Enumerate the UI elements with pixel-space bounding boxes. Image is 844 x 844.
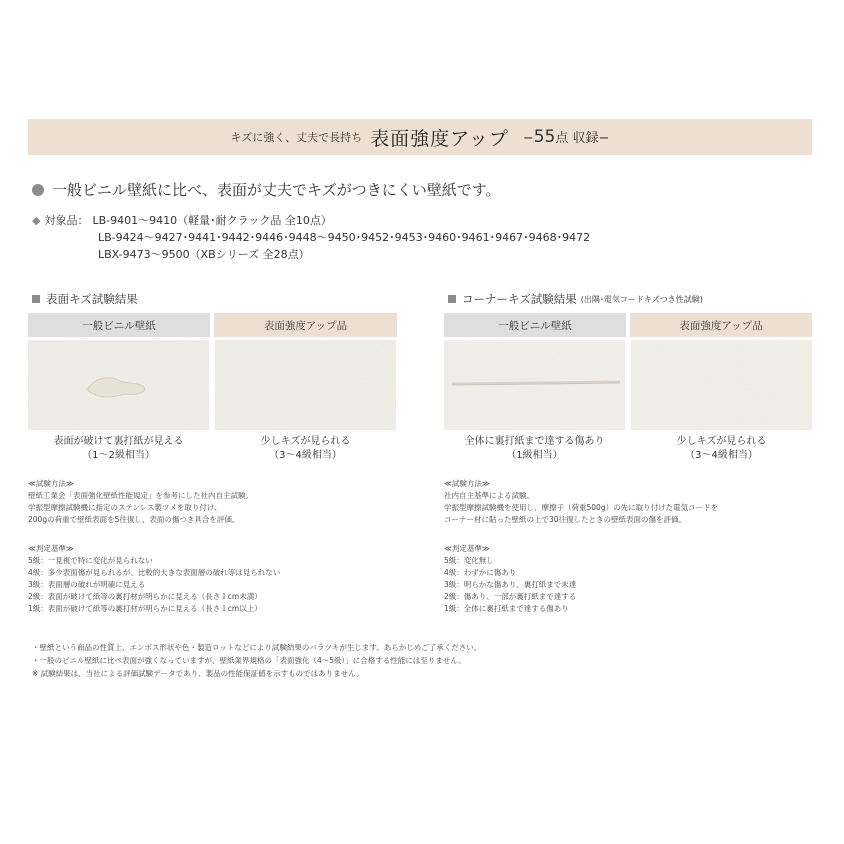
left-col1-header: 一般ビニル壁紙 bbox=[28, 313, 210, 337]
footer-notes bbox=[32, 641, 481, 680]
banner-lead: キズに強く、丈夫で長持ち bbox=[230, 131, 363, 144]
left-criteria-title: ≪判定基準≫ bbox=[28, 544, 74, 553]
right-col2-header: 表面強度アップ品 bbox=[630, 313, 812, 337]
right-criteria-item: 5級：変化無し bbox=[444, 556, 494, 565]
left-col2-caption-line1: 少しキズが見られる bbox=[260, 436, 351, 447]
corner-vinyl-image bbox=[444, 340, 625, 430]
left-method-line1: 壁紙工業会「表面強化壁紙性能規定」を参考にした社内自主試験。 bbox=[28, 491, 253, 500]
right-col1-caption-line1: 全体に裏打紙まで達する傷あり bbox=[464, 436, 605, 447]
right-criteria-item: 3級：明らかな傷あり、裏打紙まで未達 bbox=[444, 580, 577, 589]
corner-strong-image bbox=[631, 340, 812, 430]
left-col1-caption bbox=[28, 435, 209, 463]
right-method-line1: 社内自主基準による試験。 bbox=[444, 491, 534, 500]
left-col2-caption-line2: （3～4級相当） bbox=[269, 450, 342, 461]
surface-test-title bbox=[32, 291, 138, 307]
right-criteria-item: 4級：わずかに傷あり bbox=[444, 568, 517, 577]
banner-count bbox=[523, 127, 610, 147]
left-col2-header: 表面強度アップ品 bbox=[214, 313, 397, 337]
headline-text: 一般ビニル壁紙に比べ、表面が丈夫でキズがつきにくい壁紙です。 bbox=[52, 181, 501, 199]
right-criteria-title: ≪判定基準≫ bbox=[444, 544, 490, 553]
count-number: 55 bbox=[533, 127, 556, 147]
right-col1-caption-line2: （1級相当） bbox=[506, 450, 563, 461]
target-products bbox=[32, 212, 590, 263]
circle-bullet-icon bbox=[32, 184, 44, 196]
corner-test-title bbox=[448, 291, 703, 307]
right-method-line2: 学振型摩擦試験機を使用し、摩擦子（荷重500g）の先に取り付けた電気コードを bbox=[444, 503, 719, 512]
note-line: ※ 試験結果は、当社による評価試験データであり、製品の性能保証値を示すものではありません。 bbox=[32, 669, 364, 678]
left-criteria-item: 2級：表面が破けて紙等の裏打材が明らかに見える（長さ１cm未満） bbox=[28, 592, 262, 601]
right-method-line3: コーナー材に貼った壁紙の上で30往復したときの壁紙表面の傷を評価。 bbox=[444, 515, 687, 524]
right-col2-caption-line2: （3～4級相当） bbox=[685, 450, 758, 461]
right-test-method bbox=[444, 478, 718, 526]
diamond-bullet-icon: ◆ bbox=[32, 214, 41, 227]
note-line: ・壁紙という商品の性質上、エンボス形状や色・製造ロットなどにより試験結果のバラツキが生じます。あらかじめご了承ください。 bbox=[32, 643, 482, 652]
left-method-title: ≪試験方法≫ bbox=[28, 479, 74, 488]
left-criteria bbox=[28, 543, 280, 615]
count-prefix: − bbox=[522, 131, 534, 146]
right-criteria-item: 1級：全体に裏打紙まで達する傷あり bbox=[444, 604, 569, 613]
right-criteria bbox=[444, 543, 576, 615]
sample-vinyl-surface-image bbox=[28, 340, 209, 430]
sample-strong-surface-image bbox=[215, 340, 396, 430]
left-col2-caption bbox=[215, 435, 396, 463]
left-col1-caption-line1: 表面が破けて裏打紙が見える bbox=[53, 436, 184, 447]
right-method-title: ≪試験方法≫ bbox=[444, 479, 490, 488]
square-bullet-icon bbox=[32, 295, 40, 303]
left-criteria-item: 1級：表面が破けて紙等の裏打材が明らかに見える（長さ１cm以上） bbox=[28, 604, 262, 613]
target-line-2: LB-9424～9427･9441･9442･9446･9448～9450･9452･9453･9460･9461･9467･9468･9472 bbox=[98, 231, 591, 244]
right-col1-header: 一般ビニル壁紙 bbox=[444, 313, 626, 337]
left-method-line2: 学振型摩擦試験機に指定のステンレス製ツメを取り付け、 bbox=[28, 503, 222, 512]
left-criteria-item: 3級：表面層の破れが明確に見える bbox=[28, 580, 146, 589]
left-criteria-item: 4級：多少表面傷が見られるが、比較的大きな表面層の破れ等は見られない bbox=[28, 568, 281, 577]
target-label: 対象品： bbox=[44, 214, 89, 227]
right-col2-caption-line1: 少しキズが見られる bbox=[676, 436, 767, 447]
left-criteria-item: 5級：一見視で特に変化が見られない bbox=[28, 556, 153, 565]
note-line: ・一般のビニル壁紙に比べ表面が強くなっていますが、壁紙業界規格の「表面強化（4～5級）」に合格する性能には至りません。 bbox=[32, 656, 466, 665]
title-banner bbox=[28, 119, 812, 155]
square-bullet-icon bbox=[448, 295, 456, 303]
left-method-line3: 200gの荷重で壁紙表面を5往復し、表面の傷つき具合を評価。 bbox=[28, 515, 240, 524]
right-col1-caption bbox=[444, 435, 625, 463]
headline bbox=[32, 179, 501, 200]
surface-test-title-text: 表面キズ試験結果 bbox=[46, 292, 138, 306]
right-col2-caption bbox=[631, 435, 812, 463]
left-test-method bbox=[28, 478, 253, 526]
left-col1-caption-line2: （1～2級相当） bbox=[82, 450, 155, 461]
target-line-1: LB-9401～9410（軽量･耐クラック品 全10点） bbox=[92, 214, 332, 227]
banner-title: 表面強度アップ bbox=[370, 127, 509, 150]
count-suffix: 点 収録− bbox=[555, 131, 610, 146]
right-criteria-item: 2級：傷あり、一部が裏打紙まで達する bbox=[444, 592, 577, 601]
corner-test-title-text: コーナーキズ試験結果 bbox=[462, 292, 577, 306]
target-line-3: LBX-9473～9500（XBシリーズ 全28点） bbox=[98, 248, 310, 261]
corner-test-note: (出隅･電気コードキズつき性試験) bbox=[580, 294, 703, 304]
